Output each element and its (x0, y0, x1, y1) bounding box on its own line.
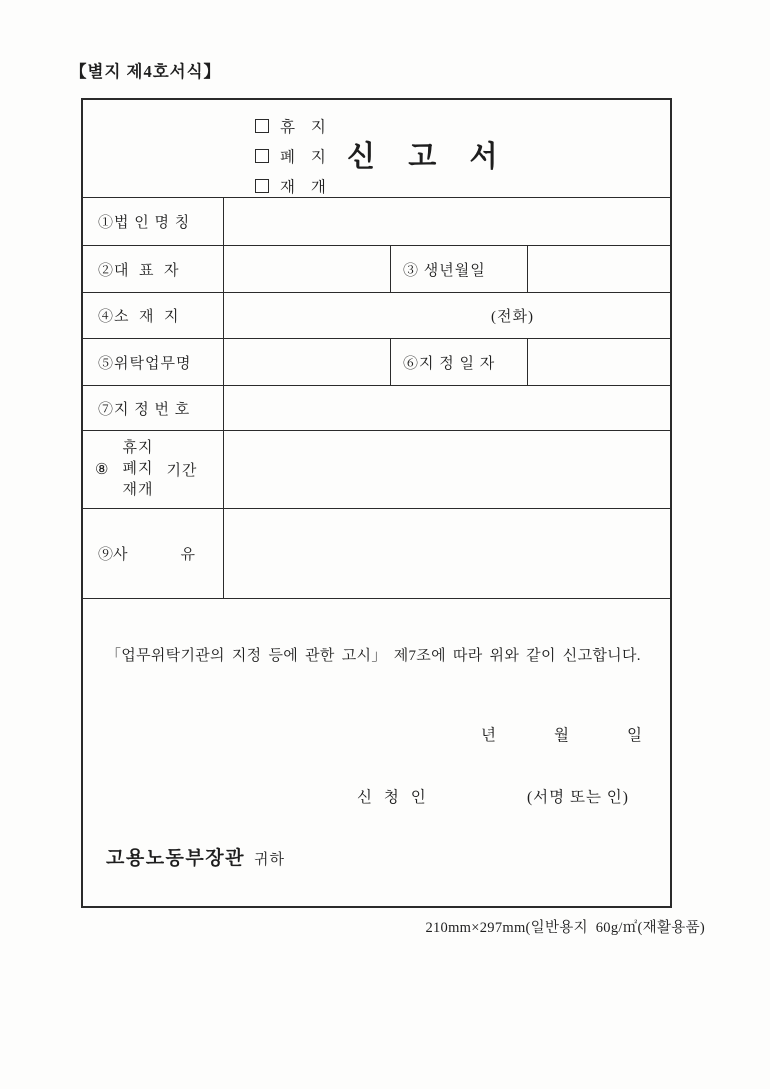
period-item-closure: 폐지 (122, 461, 154, 477)
resumption-label: 재 개 (280, 179, 332, 196)
period-suffix: 기간 (166, 463, 198, 479)
row-corp-name (83, 197, 670, 245)
row-designation-number (83, 385, 670, 430)
period-item-list (122, 438, 153, 501)
form-title: 신 고 서 (347, 141, 511, 173)
declaration-text: 「업무위탁기관의 지정 등에 관한 고시」 제7조에 따라 위와 같이 신고합니다. (106, 648, 641, 664)
reason-label-right: 유 (180, 547, 195, 563)
designation-date-field[interactable] (527, 339, 670, 385)
address-label: ④소 재 지 (98, 309, 180, 325)
representative-field[interactable] (223, 246, 390, 292)
reason-field[interactable] (223, 509, 670, 598)
task-field[interactable] (223, 339, 390, 385)
reason-label (83, 509, 223, 598)
closure-checkbox-icon[interactable] (255, 149, 269, 163)
task-label: ⑤위탁업무명 (98, 355, 192, 372)
declaration-section (83, 598, 670, 906)
corp-name-label: ①법 인 명 칭 (98, 215, 191, 231)
period-item-suspension: 휴지 (122, 440, 154, 456)
phone-note: (전화) (491, 309, 534, 325)
form-reference-label: 【별지 제4호서식】 (70, 62, 222, 81)
report-form-table (81, 98, 672, 908)
option-suspension[interactable] (255, 111, 332, 141)
designation-number-label: ⑦지 정 번 호 (98, 401, 191, 418)
address-field[interactable] (223, 293, 670, 338)
recipient-line (106, 843, 285, 870)
period-label (83, 431, 223, 508)
report-type-options (255, 111, 332, 201)
option-resumption[interactable] (255, 171, 332, 201)
birthdate-field[interactable] (527, 246, 670, 292)
signature-or-seal-note: (서명 또는 인) (527, 789, 629, 806)
representative-label: ②대 표 자 (98, 262, 180, 279)
designation-number-field[interactable] (223, 386, 670, 430)
title-section (83, 100, 670, 197)
date-year-label: 년 (481, 727, 496, 744)
birthdate-label: ③ 생년월일 (390, 246, 527, 292)
row-task (83, 338, 670, 385)
paper-spec-footer: 210mm×297mm(일반용지 60g/㎡(재활용품) (425, 920, 705, 936)
closure-label: 폐 지 (280, 149, 332, 166)
row-representative (83, 245, 670, 292)
date-line (481, 723, 642, 745)
resumption-checkbox-icon[interactable] (255, 179, 269, 193)
period-number: ⑧ (95, 462, 109, 478)
date-month-label: 월 (553, 727, 569, 744)
row-reason (83, 508, 670, 598)
corp-name-field[interactable] (223, 198, 670, 245)
recipient-suffix: 귀하 (253, 852, 285, 868)
row-address (83, 292, 670, 338)
designation-date-label: ⑥지 정 일 자 (390, 339, 527, 385)
applicant-label: 신 청 인 (357, 789, 430, 806)
date-day-label: 일 (626, 727, 642, 744)
period-item-resumption: 재개 (122, 482, 154, 498)
reason-label-left: ⑨사 (98, 547, 128, 563)
suspension-checkbox-icon[interactable] (255, 119, 269, 133)
recipient-title: 고용노동부장관 (106, 848, 245, 869)
row-period (83, 430, 670, 508)
period-field[interactable] (223, 431, 670, 508)
option-closure[interactable] (255, 141, 332, 171)
suspension-label: 휴 지 (280, 119, 332, 136)
